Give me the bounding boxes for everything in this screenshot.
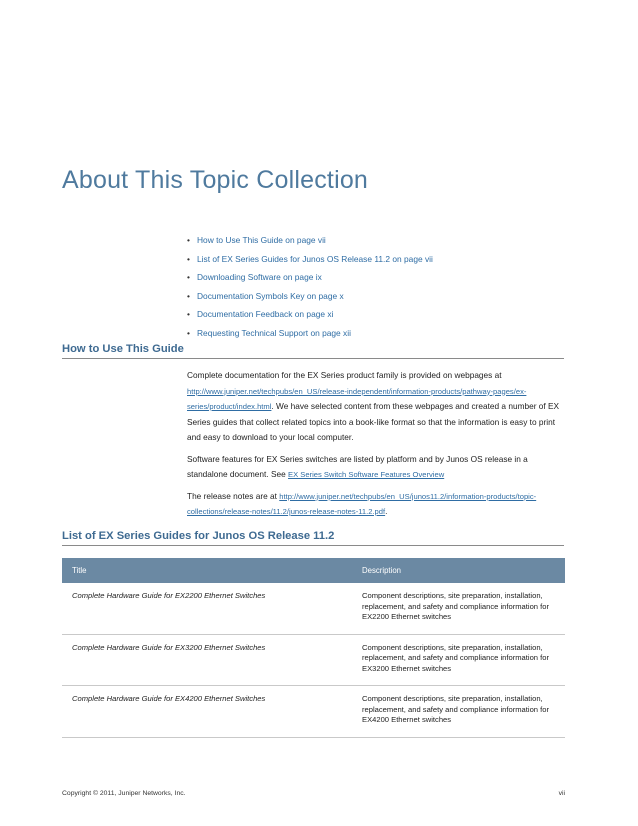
toc-link-symbols-key[interactable]: Documentation Symbols Key on page x bbox=[197, 290, 344, 301]
column-header-description: Description bbox=[352, 558, 565, 583]
topic-list-item bbox=[187, 305, 433, 324]
paragraph-text: Complete documentation for the EX Series product family is provided on webpages at bbox=[187, 370, 502, 380]
guides-table bbox=[62, 558, 565, 738]
paragraph-text: . We have selected content from these webpages and created a number of EX Series guides that collect related topics into a book-like format so that the information is easy to print and easy to download to your local computer. bbox=[187, 401, 560, 442]
topic-list-item bbox=[187, 250, 433, 269]
bullet: • bbox=[187, 327, 190, 338]
section-heading-guides-list: List of EX Series Guides for Junos OS Release 11.2 bbox=[62, 530, 564, 546]
topic-list bbox=[187, 231, 433, 343]
paragraph-documentation bbox=[187, 368, 565, 446]
table-row bbox=[62, 686, 565, 738]
paragraph-text: The release notes are at bbox=[187, 490, 277, 501]
software-features-link[interactable]: EX Series Switch Software Features Overview bbox=[288, 470, 445, 479]
toc-link-how-to-use[interactable]: How to Use This Guide on page vii bbox=[197, 235, 326, 245]
table-row bbox=[62, 634, 565, 686]
guide-title: Complete Hardware Guide for EX3200 Ethernet Switches bbox=[62, 634, 352, 686]
period: . bbox=[385, 506, 388, 516]
paragraph-software-features bbox=[187, 452, 565, 483]
toc-link-guides-list[interactable]: List of EX Series Guides for Junos OS Release 11.2 on page vii bbox=[197, 253, 433, 264]
page-footer bbox=[62, 790, 565, 797]
toc-link-downloading[interactable]: Downloading Software on page ix bbox=[197, 272, 322, 283]
toc-link-feedback[interactable]: Documentation Feedback on page xi bbox=[197, 309, 334, 320]
toc-link-support[interactable]: Requesting Technical Support on page xii bbox=[197, 327, 351, 338]
topic-list-item bbox=[187, 231, 433, 250]
section-heading-how-to-use: How to Use This Guide bbox=[62, 343, 564, 359]
page-number: vii bbox=[558, 790, 565, 797]
topic-list-item bbox=[187, 268, 433, 287]
guide-description: Component descriptions, site preparation, installation, replacement, and safety and compliance information for EX4200 Ethernet switches bbox=[352, 686, 565, 738]
guide-description: Component descriptions, site preparation, installation, replacement, and safety and compliance information for EX2200 Ethernet switches bbox=[352, 583, 565, 634]
bullet: • bbox=[187, 235, 190, 245]
pathway-pages-link[interactable]: http://www.juniper.net/techpubs/en_US/release-independent/information-products/pathway-pages/ex-series/product/index.html bbox=[187, 386, 527, 411]
bullet: • bbox=[187, 290, 190, 301]
paragraph-text: Software features for EX Series switches are listed by platform and by Junos OS release in a standalone document. See bbox=[187, 453, 528, 479]
guide-title: Complete Hardware Guide for EX4200 Ethernet Switches bbox=[62, 686, 352, 738]
table-row bbox=[62, 583, 565, 634]
topic-list-item bbox=[187, 287, 433, 306]
bullet: • bbox=[187, 272, 190, 283]
guide-description: Component descriptions, site preparation, installation, replacement, and safety and compliance information for EX3200 Ethernet switches bbox=[352, 634, 565, 686]
page-title: About This Topic Collection bbox=[62, 166, 369, 194]
bullet: • bbox=[187, 309, 190, 320]
guide-title: Complete Hardware Guide for EX2200 Ethernet Switches bbox=[62, 583, 352, 634]
bullet: • bbox=[187, 253, 190, 264]
paragraph-release-notes bbox=[187, 489, 565, 520]
topic-list-item bbox=[187, 324, 433, 343]
copyright-text: Copyright © 2011, Juniper Networks, Inc. bbox=[62, 790, 186, 797]
table-header-row bbox=[62, 558, 565, 583]
how-to-use-body bbox=[187, 368, 565, 520]
release-notes-link[interactable]: http://www.juniper.net/techpubs/en_US/junos11.2/information-products/topic-collections/release-notes/11.2/junos-release-notes-11.2.pdf bbox=[187, 491, 537, 516]
column-header-title: Title bbox=[62, 558, 352, 583]
